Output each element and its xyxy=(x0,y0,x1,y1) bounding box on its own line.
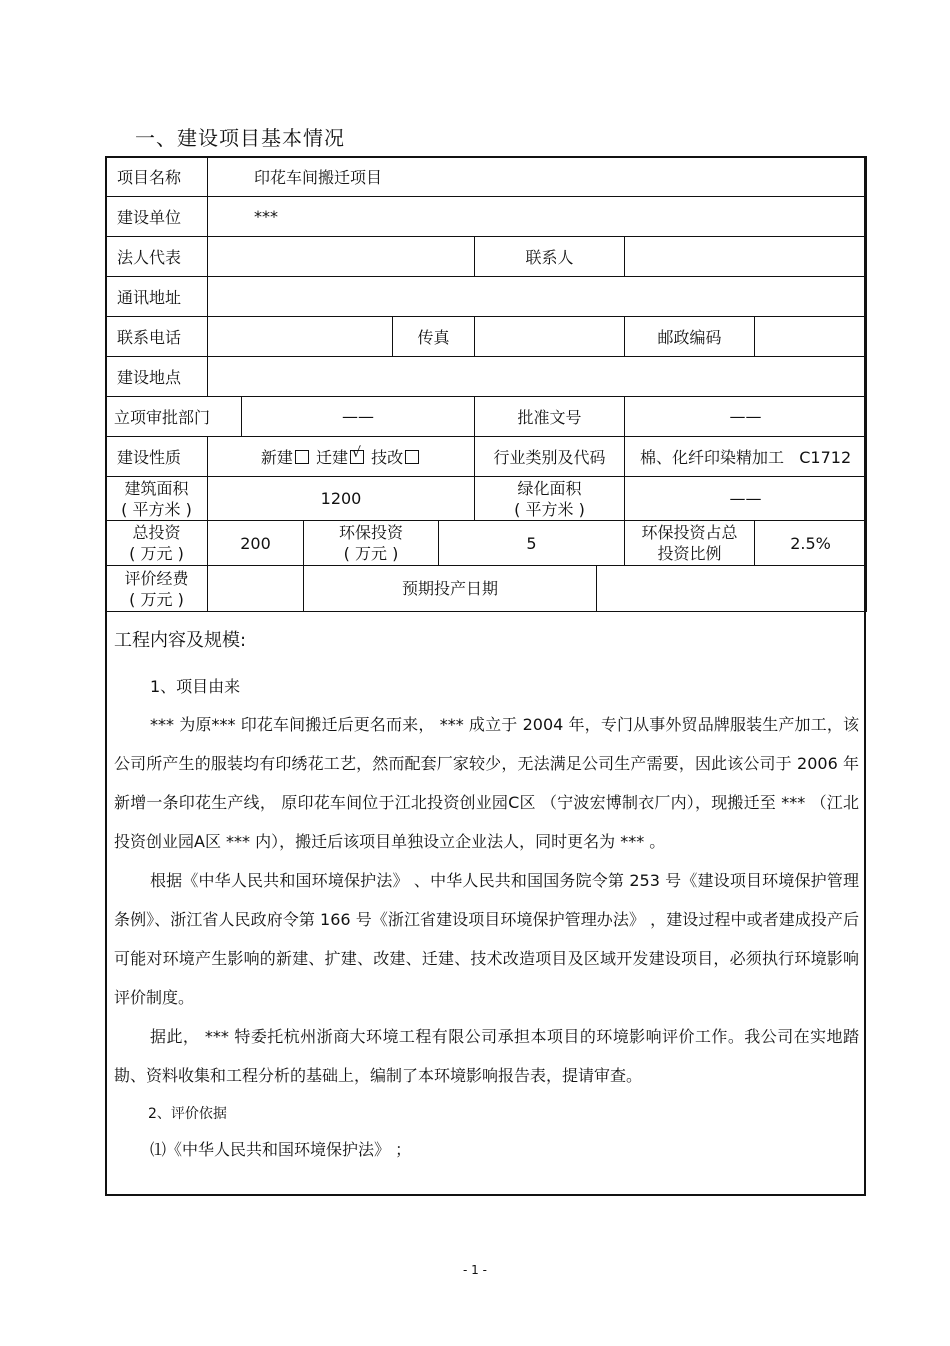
paragraph-commission: 据此， *** 特委托杭州浙商大环境工程有限公司承担本项目的环境影响评价工作。我公司在实地踏勘、资料收集和工程分析的基础上，编制了本环境影响报告表，提请审查。 xyxy=(114,1027,859,1085)
site-label: 建设地点 xyxy=(106,357,208,397)
page-number: - 1 - xyxy=(463,1263,487,1277)
paragraph-origin: *** 为原*** 印花车间搬迁后更名而来， *** 成立于 2004 年，专门从事外贸品牌服装生产加工，该公司所产生的服装均有印绣花工艺，然而配套厂家较少，无法满足公司生产需要，因此该公司于 2006 年新增一条印花生产线， 原印花车间位于江北投资创业园C区 （宁波宏博制衣厂内），现搬迁至 *** （江北投资创业园A区 *** 内），搬迁后该项目单独设立企业法人，同时更名为 *** 。 xyxy=(114,715,859,851)
floor-area-label-1: 建筑面积 xyxy=(124,478,189,498)
green-area-label-2: ( 平方米 ) xyxy=(514,499,585,519)
total-invest-label-2: ( 万元 ) xyxy=(129,544,184,563)
approval-dept-label: 立项审批部门 xyxy=(106,397,242,437)
industry-name: 棉、化纤印染精加工 xyxy=(639,448,784,467)
reference-item-1: ⑴《中华人民共和国环境保护法》 ； xyxy=(150,1140,412,1159)
env-ratio-label-1: 环保投资占总 xyxy=(641,523,738,542)
project-name-label: 项目名称 xyxy=(106,157,208,197)
approval-no-label: 批准文号 xyxy=(475,397,625,437)
total-invest-label-1: 总投资 xyxy=(132,523,181,542)
address-label: 通讯地址 xyxy=(106,277,208,317)
fax-label: 传真 xyxy=(393,317,475,357)
industry-code: C1712 xyxy=(799,448,852,467)
prod-date-label: 预期投产日期 xyxy=(304,566,597,612)
legal-rep-label: 法人代表 xyxy=(106,237,208,277)
nature-label: 建设性质 xyxy=(106,437,208,477)
env-invest-value: 5 xyxy=(439,521,625,566)
builder-label: 建设单位 xyxy=(106,197,208,237)
floor-area-label-2: ( 平方米 ) xyxy=(121,499,192,519)
section-title: 一、建设项目基本情况 xyxy=(135,126,345,150)
content-heading: 工程内容及规模: xyxy=(114,630,247,651)
nature-new-label: 新建 xyxy=(260,448,293,467)
eval-fee-label-2: ( 万元 ) xyxy=(129,589,184,609)
builder-value: *** xyxy=(208,197,867,237)
nature-relocate-label: 迁建 xyxy=(315,448,348,467)
eval-fee-label-1: 评价经费 xyxy=(124,568,189,588)
project-content-section xyxy=(114,620,859,1160)
green-area-value: —— xyxy=(625,477,867,521)
postcode-label: 邮政编码 xyxy=(625,317,755,357)
env-invest-label-2: ( 万元 ) xyxy=(343,544,399,563)
project-name-value: 印花车间搬迁项目 xyxy=(208,157,867,197)
paragraph-law: 根据《中华人民共和国环境保护法》 、中华人民共和国国务院令第 253 号《建设项目环境保护管理条例》、浙江省人民政府令第 166 号《浙江省建设项目环境保护管理办法》 ，建设过程中或者建成投产后可能对环境产生影响的新建、扩建、改建、迁建、技术改造项目及区域开发建设项目，必须执行环境影响评价制度。 xyxy=(114,871,859,1007)
subheading-basis: 2、评价依据 xyxy=(148,1106,227,1122)
phone-label: 联系电话 xyxy=(106,317,208,357)
env-ratio-label-2: 投资比例 xyxy=(657,544,722,563)
green-area-label-1: 绿化面积 xyxy=(517,478,582,498)
env-invest-label-1: 环保投资 xyxy=(338,523,403,542)
industry-label: 行业类别及代码 xyxy=(475,437,625,477)
floor-area-value: 1200 xyxy=(208,477,475,521)
approval-dept-value: —— xyxy=(242,397,475,437)
approval-no-value: —— xyxy=(625,397,867,437)
env-ratio-value: 2.5% xyxy=(755,521,867,566)
subheading-origin: 1、项目由来 xyxy=(150,677,241,696)
total-invest-value: 200 xyxy=(208,521,304,566)
nature-renovate-label: 技改 xyxy=(371,448,404,467)
contact-label: 联系人 xyxy=(475,237,625,277)
